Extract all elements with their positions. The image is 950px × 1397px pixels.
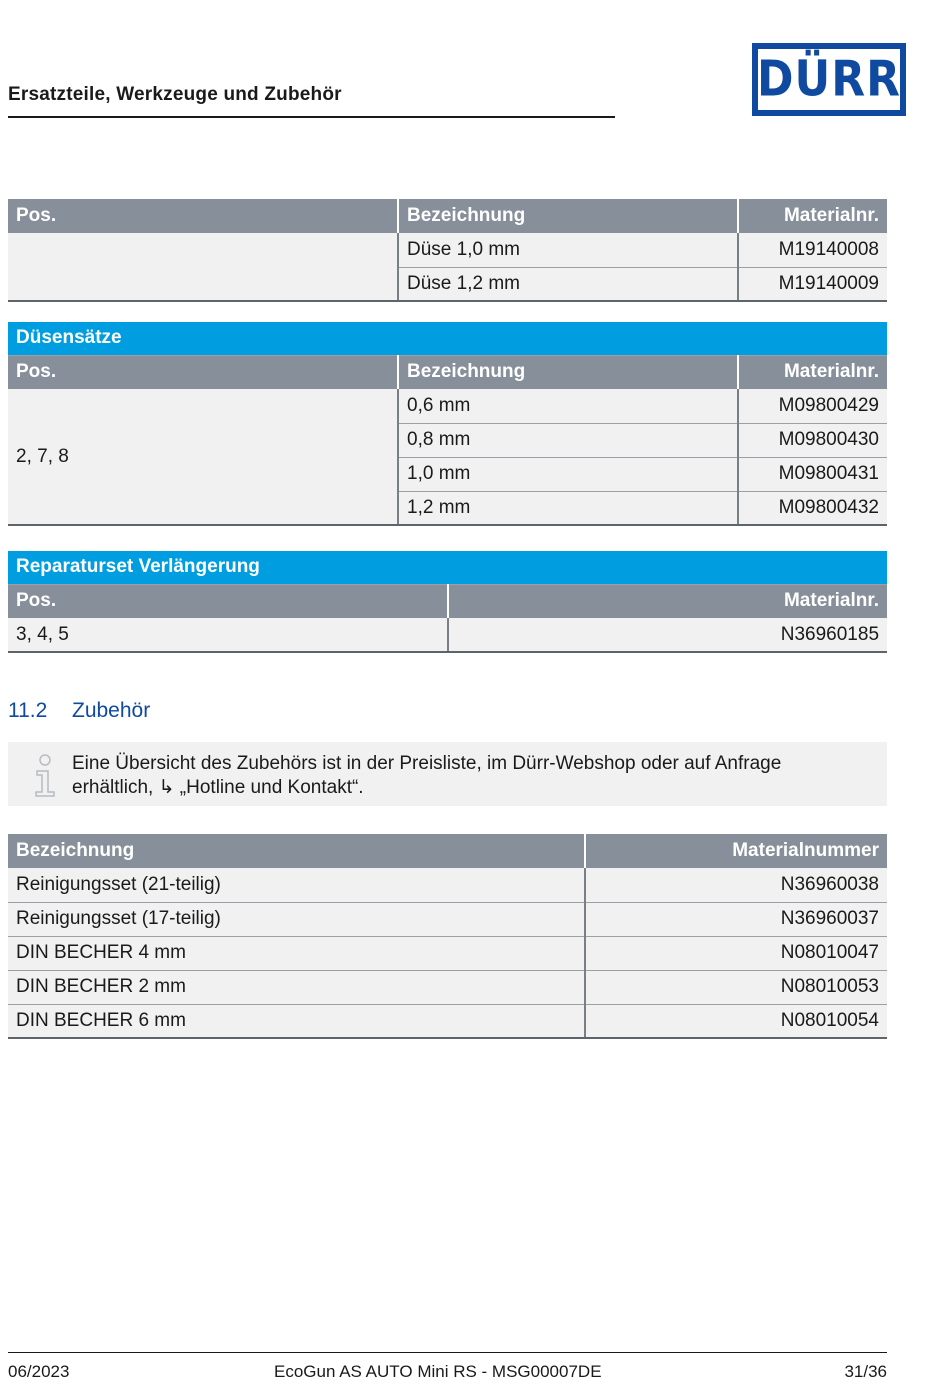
material-number: M09800429 bbox=[738, 389, 887, 423]
table-row bbox=[8, 233, 887, 267]
part-name: Reinigungsset (21-teilig) bbox=[8, 868, 585, 902]
info-note-prefix: erhältlich, bbox=[72, 777, 159, 798]
table-row bbox=[8, 902, 887, 936]
pos-cell: 2, 7, 8 bbox=[8, 389, 398, 525]
nozzle-table bbox=[8, 199, 887, 302]
material-number: N36960038 bbox=[585, 868, 887, 902]
part-name: 0,6 mm bbox=[398, 389, 738, 423]
table-row bbox=[8, 970, 887, 1004]
info-note-line: Eine Übersicht des Zubehörs ist in der Preisliste, im Dürr-Webshop oder auf Anfrage bbox=[72, 753, 782, 774]
column-header-pos: Pos. bbox=[8, 584, 448, 618]
footer-page-number: 31/36 bbox=[844, 1362, 887, 1381]
header-divider bbox=[8, 116, 615, 118]
footer-date: 06/2023 bbox=[8, 1362, 70, 1381]
table-header-row bbox=[8, 834, 887, 868]
footer-divider bbox=[8, 1352, 887, 1353]
material-number: M09800431 bbox=[738, 457, 887, 491]
column-header-name: Bezeichnung bbox=[8, 834, 585, 868]
column-header-material: Materialnr. bbox=[738, 199, 887, 233]
column-header-pos: Pos. bbox=[8, 355, 398, 389]
duerr-logo-frame bbox=[758, 49, 900, 110]
table-row bbox=[8, 389, 887, 423]
column-header-pos: Pos. bbox=[8, 199, 398, 233]
part-name: DIN BECHER 2 mm bbox=[8, 970, 585, 1004]
material-number: N36960185 bbox=[448, 618, 887, 652]
material-number: N08010053 bbox=[585, 970, 887, 1004]
footer-document-title: EcoGun AS AUTO Mini RS - MSG00007DE bbox=[274, 1362, 602, 1381]
repair-set-table bbox=[8, 551, 887, 653]
column-header-name: Bezeichnung bbox=[398, 199, 738, 233]
material-number: M09800430 bbox=[738, 423, 887, 457]
material-number: M09800432 bbox=[738, 491, 887, 525]
table-row bbox=[8, 1004, 887, 1038]
pos-cell: 3, 4, 5 bbox=[8, 618, 448, 652]
table-header-row bbox=[8, 199, 887, 233]
column-header-material: Materialnummer bbox=[585, 834, 887, 868]
section-number: 11.2 bbox=[8, 699, 48, 722]
cross-reference-arrow-icon: ↳ bbox=[158, 777, 175, 798]
material-number: N08010047 bbox=[585, 936, 887, 970]
part-name: DIN BECHER 4 mm bbox=[8, 936, 585, 970]
part-name: DIN BECHER 6 mm bbox=[8, 1004, 585, 1038]
document-section-title: Ersatzteile, Werkzeuge und Zubehör bbox=[8, 84, 342, 105]
nozzle-sets-table bbox=[8, 322, 887, 526]
info-note-line bbox=[72, 776, 872, 800]
material-number: N08010054 bbox=[585, 1004, 887, 1038]
column-header-name: Bezeichnung bbox=[398, 355, 738, 389]
info-icon bbox=[32, 754, 58, 798]
pos-cell-empty bbox=[8, 233, 398, 301]
section-heading-accessories bbox=[8, 699, 150, 723]
duerr-logo-text: DÜRR bbox=[757, 50, 902, 108]
duerr-logo bbox=[752, 43, 906, 116]
table-section-row bbox=[8, 322, 887, 355]
material-number: M19140009 bbox=[738, 267, 887, 301]
section-title-nozzle-sets: Düsensätze bbox=[8, 322, 887, 355]
section-title: Zubehör bbox=[72, 699, 151, 722]
table-header-row bbox=[8, 355, 887, 389]
table-row bbox=[8, 936, 887, 970]
part-name: 1,0 mm bbox=[398, 457, 738, 491]
section-title-repair-set: Reparaturset Verlängerung bbox=[8, 551, 887, 584]
part-name: Düse 1,2 mm bbox=[398, 267, 738, 301]
info-note-text bbox=[72, 752, 872, 800]
table-section-row bbox=[8, 551, 887, 584]
accessories-table bbox=[8, 834, 887, 1039]
table-row bbox=[8, 868, 887, 902]
column-header-material: Materialnr. bbox=[448, 584, 887, 618]
part-name: 0,8 mm bbox=[398, 423, 738, 457]
material-number: N36960037 bbox=[585, 902, 887, 936]
table-row bbox=[8, 618, 887, 652]
hotline-contact-link[interactable]: „Hotline und Kontakt“. bbox=[174, 777, 364, 798]
table-header-row bbox=[8, 584, 887, 618]
part-name: 1,2 mm bbox=[398, 491, 738, 525]
part-name: Düse 1,0 mm bbox=[398, 233, 738, 267]
material-number: M19140008 bbox=[738, 233, 887, 267]
part-name: Reinigungsset (17-teilig) bbox=[8, 902, 585, 936]
column-header-material: Materialnr. bbox=[738, 355, 887, 389]
info-note bbox=[8, 742, 887, 806]
